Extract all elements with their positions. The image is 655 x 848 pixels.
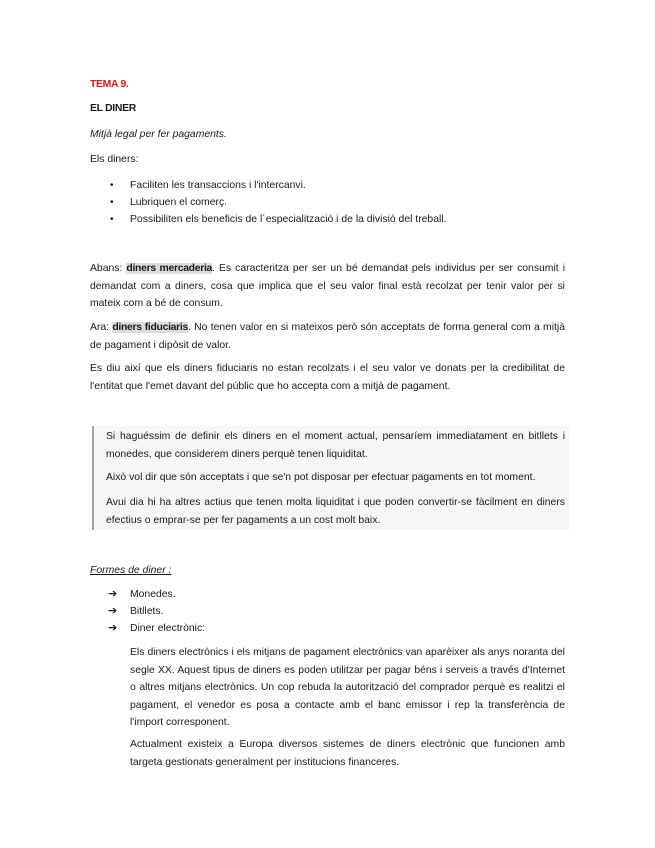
forms-title: Formes de diner : xyxy=(90,565,172,576)
bullet-icon: • xyxy=(110,214,114,225)
before-prefix: Abans: xyxy=(90,263,123,274)
now-text: . No tenen valor en si mateixos però són acceptats de forma general com a mitjà de pagament i dipòsit de valor. xyxy=(90,322,565,351)
now-prefix: Ara: xyxy=(90,322,110,333)
arrow-right-icon: ➔ xyxy=(108,605,118,617)
list-item xyxy=(110,586,565,603)
quote-paragraph-3: Avui dia hi ha altres actius que tenen molta liquiditat i que poden convertir-se fàcilment en diners efectius o emprar-se per fer pagaments a un cost molt baix. xyxy=(106,497,565,526)
bullet-icon: • xyxy=(110,197,114,208)
list-item-text: Monedes. xyxy=(130,589,176,600)
list-item xyxy=(110,211,565,228)
definition-text: Mitjà legal per fer pagaments. xyxy=(90,129,227,140)
credibility-paragraph: Es diu així que els diners fiduciaris no estan recolzats i el seu valor ve donats per la credibilitat de l'entitat que l'emet davant del públic que ho accepta com a mitjà de pagament. xyxy=(90,363,565,392)
list-item-text: Bitllets. xyxy=(130,606,164,617)
now-paragraph xyxy=(90,319,565,354)
intro-label: Els diners: xyxy=(90,154,139,165)
quote-paragraph-2: Això vol dir que són acceptats i que se'n pot disposar per efectuar pagaments en tot moment. xyxy=(106,472,536,483)
section-title: EL DINER xyxy=(90,103,136,114)
electronic-paragraph-1: Els diners electrònics i els mitjans de pagament electrònics van aparèixer als anys noranta del segle XX. Aquest tipus de diners es poden utilitzar per pagar béns i serveis a través d'Internet o altres mitjans electrònics. Un cop rebuda la autorització del comprador perquè es realitzi el pagament, el venedor es posa a contacte amb el banc emissor i rep la transferència de l'import corresponent. xyxy=(130,647,565,728)
before-paragraph xyxy=(90,260,565,313)
arrow-right-icon: ➔ xyxy=(108,588,118,600)
forms-list xyxy=(110,586,565,637)
topic-title: TEMA 9. xyxy=(90,79,129,90)
now-term: diners fiduciaris xyxy=(112,322,188,333)
before-term: diners mercaderia xyxy=(126,263,213,274)
bullet-icon: • xyxy=(110,180,114,191)
list-item xyxy=(110,603,565,620)
list-item xyxy=(110,177,565,194)
list-item-text: Lubriquen el comerç. xyxy=(130,197,228,208)
functions-list xyxy=(110,177,565,228)
list-item xyxy=(110,620,565,637)
list-item-text: Diner electrònic: xyxy=(130,623,206,634)
list-item-text: Possibiliten els beneficis de l´especialització i de la divisió del treball. xyxy=(130,214,447,225)
electronic-paragraph-2: Actualment existeix a Europa diversos sistemes de diners electrònic que funcionen amb targeta gestionats generalment per institucions financeres. xyxy=(130,739,565,768)
arrow-right-icon: ➔ xyxy=(108,622,118,634)
list-item-text: Faciliten les transaccions i l'intercanvi. xyxy=(130,180,306,191)
quote-paragraph-1: Si haguéssim de definir els diners en el moment actual, pensaríem immediatament en bitllets i monedes, que considerem diners perquè tenen liquiditat. xyxy=(106,431,565,460)
before-text: . Es caracteritza per ser un bé demandat pels individus per ser consumit i demandat com a diners, cosa que implica que el seu valor final està recolzat per tenir valor per si mateix com a bé de consum. xyxy=(90,263,565,309)
list-item xyxy=(110,194,565,211)
